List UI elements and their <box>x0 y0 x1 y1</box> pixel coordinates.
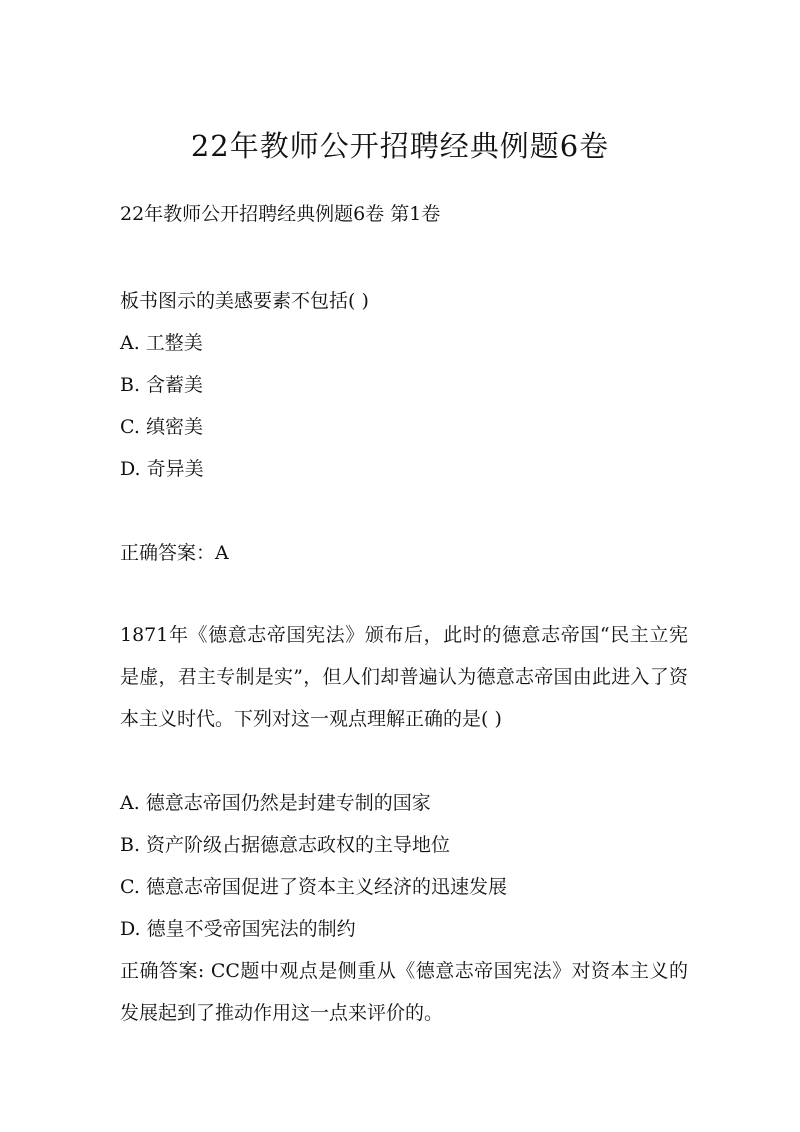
question-1-option-d: D. 奇异美 <box>120 458 204 480</box>
document-title: 22年教师公开招聘经典例题6卷 <box>190 129 610 163</box>
question-1-option-a: A. 工整美 <box>120 332 203 354</box>
question-2-answer-block <box>120 950 688 1034</box>
question-2-options <box>120 782 688 950</box>
question-2-stem-block <box>120 614 688 740</box>
question-2-answer: 正确答案: CC题中观点是侧重从《德意志帝国宪法》对资本主义的发展起到了推动作用这一点来评价的。 <box>120 960 688 1024</box>
question-2-option-b: B. 资产阶级占据德意志政权的主导地位 <box>120 834 451 856</box>
document-subtitle: 22年教师公开招聘经典例题6卷 第1卷 <box>120 203 441 225</box>
question-2-option-c: C. 德意志帝国促进了资本主义经济的迅速发展 <box>120 876 507 898</box>
question-2-option-d: D. 德皇不受帝国宪法的制约 <box>120 918 356 940</box>
question-1 <box>120 280 688 490</box>
question-2-option-a: A. 德意志帝国仍然是封建专制的国家 <box>120 792 431 814</box>
question-1-stem: 板书图示的美感要素不包括( ) <box>120 290 369 312</box>
question-1-answer-block <box>120 532 688 574</box>
question-1-option-b: B. 含蓄美 <box>120 374 204 396</box>
question-2-stem: 1871年《德意志帝国宪法》颁布后，此时的德意志帝国“民主立宪是虚，君主专制是实”，但人们却普遍认为德意志帝国由此进入了资本主义时代。下列对这一观点理解正确的是( ) <box>120 624 688 730</box>
question-1-answer: 正确答案：A <box>120 542 229 564</box>
question-1-option-c: C. 缜密美 <box>120 416 203 438</box>
